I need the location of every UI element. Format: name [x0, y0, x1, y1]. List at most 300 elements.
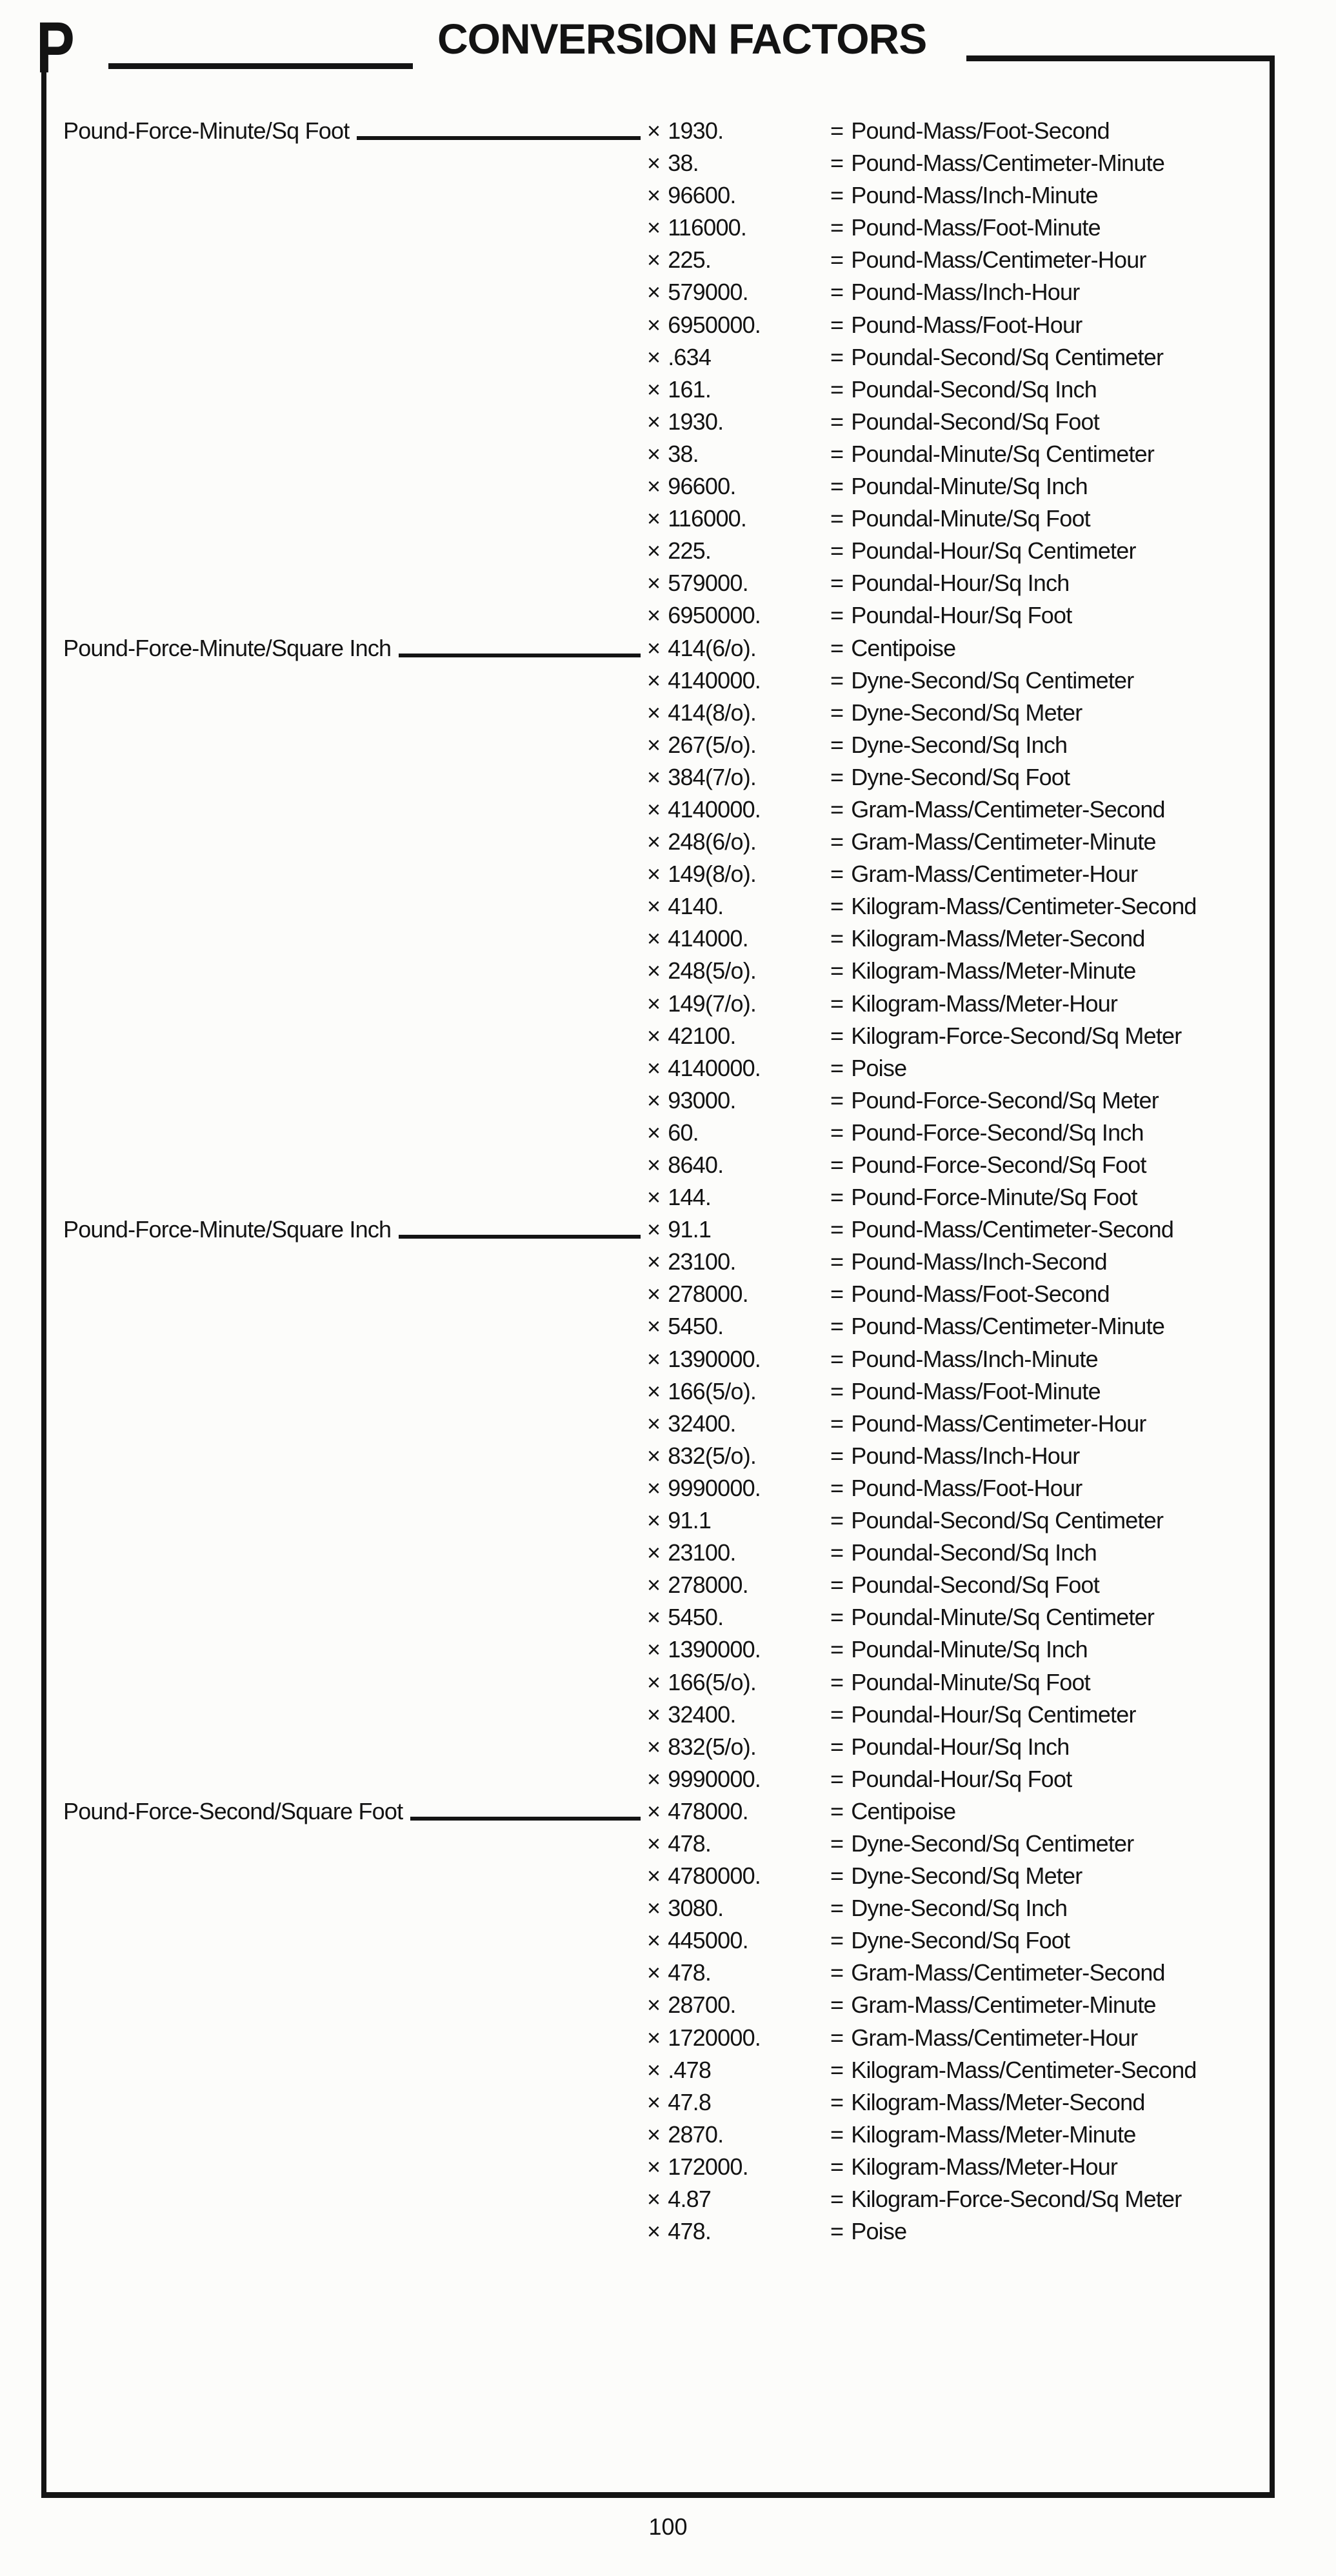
- multiply-symbol: ×: [647, 634, 661, 661]
- unit-cell: [830, 341, 1270, 374]
- conversion-row: [46, 599, 1270, 632]
- target-unit: Pound-Mass/Inch-Minute: [851, 1345, 1098, 1372]
- factor-cell: [647, 599, 830, 632]
- factor-value: 23100.: [668, 1539, 736, 1566]
- equals-symbol: =: [830, 2056, 844, 2083]
- multiply-symbol: ×: [647, 537, 661, 564]
- equals-symbol: =: [830, 1733, 844, 1760]
- target-unit: Kilogram-Force-Second/Sq Meter: [851, 1022, 1182, 1049]
- target-unit: Poundal-Minute/Sq Centimeter: [851, 1604, 1155, 1631]
- factor-cell: [647, 2183, 830, 2215]
- factor-cell: [647, 1892, 830, 1924]
- label-cell: [63, 923, 647, 955]
- label-cell: [63, 1278, 647, 1310]
- source-unit-label: Pound-Force-Minute/Square Inch: [63, 1216, 392, 1243]
- equals-symbol: =: [830, 990, 844, 1017]
- conversion-row: [46, 890, 1270, 923]
- factor-cell: [647, 179, 830, 212]
- unit-cell: [830, 374, 1270, 406]
- factor-value: 23100.: [668, 1248, 736, 1275]
- equals-symbol: =: [830, 1959, 844, 1986]
- multiply-symbol: ×: [647, 570, 661, 597]
- label-cell: [63, 599, 647, 632]
- target-unit: Kilogram-Mass/Centimeter-Second: [851, 893, 1197, 920]
- factor-cell: [647, 1213, 830, 1246]
- multiply-symbol: ×: [647, 1410, 661, 1437]
- target-unit: Pound-Mass/Foot-Second: [851, 1281, 1110, 1308]
- label-cell: [63, 1763, 647, 1795]
- factor-cell: [647, 1310, 830, 1343]
- equals-symbol: =: [830, 1377, 844, 1404]
- label-cell: [63, 1213, 647, 1246]
- equals-symbol: =: [830, 1539, 844, 1566]
- unit-cell: [830, 147, 1270, 179]
- equals-symbol: =: [830, 1345, 844, 1372]
- conversion-row: [46, 406, 1270, 438]
- label-cell: [63, 826, 647, 858]
- source-unit-label: Pound-Force-Minute/Sq Foot: [63, 117, 350, 144]
- factor-value: 38.: [668, 150, 699, 177]
- unit-cell: [830, 1601, 1270, 1633]
- conversion-row: [46, 147, 1270, 179]
- factor-cell: [647, 1343, 830, 1375]
- unit-cell: [830, 1504, 1270, 1537]
- multiply-symbol: ×: [647, 182, 661, 209]
- factor-cell: [647, 1052, 830, 1084]
- conversion-row: [46, 1569, 1270, 1601]
- factor-cell: [647, 2086, 830, 2119]
- label-cell: [63, 1504, 647, 1537]
- conversion-table: [46, 115, 1270, 2248]
- factor-value: 9990000.: [668, 1474, 761, 1501]
- factor-value: 47.8: [668, 2088, 712, 2115]
- factor-value: 414000.: [668, 925, 748, 952]
- factor-cell: [647, 1828, 830, 1860]
- conversion-row: [46, 438, 1270, 470]
- target-unit: Pound-Mass/Inch-Hour: [851, 279, 1080, 306]
- unit-cell: [830, 2022, 1270, 2054]
- factor-value: 60.: [668, 1119, 699, 1146]
- label-cell: [63, 1117, 647, 1149]
- unit-cell: [830, 599, 1270, 632]
- multiply-symbol: ×: [647, 214, 661, 241]
- label-cell: [63, 212, 647, 244]
- target-unit: Gram-Mass/Centimeter-Minute: [851, 828, 1156, 855]
- conversion-row: [46, 1731, 1270, 1763]
- factor-value: 6950000.: [668, 602, 761, 629]
- unit-cell: [830, 2054, 1270, 2086]
- multiply-symbol: ×: [647, 1668, 661, 1695]
- factor-value: 579000.: [668, 570, 748, 597]
- factor-value: 3080.: [668, 1895, 724, 1922]
- conversion-row: [46, 2215, 1270, 2248]
- unit-cell: [830, 1731, 1270, 1763]
- unit-cell: [830, 1213, 1270, 1246]
- factor-cell: [647, 697, 830, 729]
- conversion-row: [46, 1343, 1270, 1375]
- multiply-symbol: ×: [647, 731, 661, 758]
- unit-cell: [830, 1278, 1270, 1310]
- multiply-symbol: ×: [647, 666, 661, 694]
- factor-value: 8640.: [668, 1152, 724, 1178]
- equals-symbol: =: [830, 1572, 844, 1599]
- conversion-row: [46, 826, 1270, 858]
- factor-cell: [647, 1569, 830, 1601]
- unit-cell: [830, 535, 1270, 567]
- multiply-symbol: ×: [647, 2024, 661, 2051]
- conversion-row: [46, 503, 1270, 535]
- multiply-symbol: ×: [647, 1184, 661, 1211]
- conversion-row: [46, 470, 1270, 503]
- equals-symbol: =: [830, 2153, 844, 2180]
- equals-symbol: =: [830, 1248, 844, 1275]
- conversion-row: [46, 1213, 1270, 1246]
- factor-cell: [647, 1181, 830, 1213]
- equals-symbol: =: [830, 1086, 844, 1113]
- multiply-symbol: ×: [647, 150, 661, 177]
- multiply-symbol: ×: [647, 1054, 661, 1081]
- content-border-box: [41, 59, 1275, 2498]
- label-cell: [63, 1860, 647, 1892]
- label-cell: [63, 406, 647, 438]
- label-cell: [63, 1957, 647, 1989]
- unit-cell: [830, 1924, 1270, 1957]
- equals-symbol: =: [830, 1152, 844, 1178]
- target-unit: Pound-Mass/Foot-Second: [851, 117, 1110, 144]
- multiply-symbol: ×: [647, 1765, 661, 1792]
- multiply-symbol: ×: [647, 602, 661, 629]
- unit-cell: [830, 1957, 1270, 1989]
- factor-value: 4140.: [668, 893, 724, 920]
- label-cell: [63, 438, 647, 470]
- multiply-symbol: ×: [647, 375, 661, 403]
- factor-cell: [647, 2119, 830, 2151]
- multiply-symbol: ×: [647, 1022, 661, 1049]
- factor-cell: [647, 2151, 830, 2183]
- equals-symbol: =: [830, 1507, 844, 1534]
- factor-cell: [647, 374, 830, 406]
- conversion-row: [46, 632, 1270, 664]
- factor-cell: [647, 1149, 830, 1181]
- equals-symbol: =: [830, 763, 844, 790]
- multiply-symbol: ×: [647, 2186, 661, 2212]
- conversion-row: [46, 1699, 1270, 1731]
- target-unit: Centipoise: [851, 1797, 956, 1824]
- factor-cell: [647, 1731, 830, 1763]
- unit-cell: [830, 2215, 1270, 2248]
- unit-cell: [830, 179, 1270, 212]
- conversion-row: [46, 1181, 1270, 1213]
- unit-cell: [830, 1569, 1270, 1601]
- unit-cell: [830, 794, 1270, 826]
- label-cell: [63, 1666, 647, 1699]
- factor-cell: [647, 212, 830, 244]
- equals-symbol: =: [830, 1830, 844, 1857]
- equals-symbol: =: [830, 699, 844, 726]
- conversion-row: [46, 1795, 1270, 1828]
- source-unit-label: Pound-Force-Minute/Square Inch: [63, 634, 392, 661]
- factor-cell: [647, 794, 830, 826]
- factor-cell: [647, 2054, 830, 2086]
- label-cell: [63, 374, 647, 406]
- multiply-symbol: ×: [647, 2056, 661, 2083]
- target-unit: Gram-Mass/Centimeter-Hour: [851, 861, 1138, 888]
- equals-symbol: =: [830, 1442, 844, 1469]
- multiply-symbol: ×: [647, 279, 661, 306]
- multiply-symbol: ×: [647, 505, 661, 532]
- multiply-symbol: ×: [647, 1539, 661, 1566]
- unit-cell: [830, 858, 1270, 890]
- unit-cell: [830, 2119, 1270, 2151]
- unit-cell: [830, 664, 1270, 697]
- equals-symbol: =: [830, 311, 844, 338]
- label-cell: [63, 1537, 647, 1569]
- conversion-row: [46, 1472, 1270, 1504]
- equals-symbol: =: [830, 246, 844, 274]
- equals-symbol: =: [830, 795, 844, 823]
- factor-value: 1390000.: [668, 1636, 761, 1663]
- target-unit: Poundal-Hour/Sq Centimeter: [851, 537, 1136, 564]
- unit-cell: [830, 890, 1270, 923]
- unit-cell: [830, 1117, 1270, 1149]
- target-unit: Poundal-Hour/Sq Inch: [851, 570, 1070, 597]
- multiply-symbol: ×: [647, 408, 661, 435]
- conversion-row: [46, 2183, 1270, 2215]
- factor-value: 96600.: [668, 182, 736, 209]
- conversion-row: [46, 2022, 1270, 2054]
- factor-value: 32400.: [668, 1701, 736, 1728]
- label-cell: [63, 341, 647, 374]
- multiply-symbol: ×: [647, 1701, 661, 1728]
- target-unit: Poundal-Minute/Sq Inch: [851, 1636, 1088, 1663]
- target-unit: Poundal-Minute/Sq Centimeter: [851, 440, 1155, 467]
- label-cell: [63, 1375, 647, 1408]
- equals-symbol: =: [830, 925, 844, 952]
- multiply-symbol: ×: [647, 1572, 661, 1599]
- target-unit: Pound-Mass/Foot-Minute: [851, 1377, 1101, 1404]
- equals-symbol: =: [830, 1022, 844, 1049]
- unit-cell: [830, 1149, 1270, 1181]
- equals-symbol: =: [830, 1862, 844, 1890]
- factor-value: 5450.: [668, 1604, 724, 1631]
- unit-cell: [830, 1052, 1270, 1084]
- label-cell: [63, 1892, 647, 1924]
- label-cell: [63, 632, 647, 664]
- multiply-symbol: ×: [647, 473, 661, 500]
- factor-cell: [647, 535, 830, 567]
- target-unit: Dyne-Second/Sq Centimeter: [851, 1830, 1134, 1857]
- factor-value: 225.: [668, 246, 712, 274]
- label-cell: [63, 1052, 647, 1084]
- label-cell: [63, 761, 647, 794]
- unit-cell: [830, 1537, 1270, 1569]
- unit-cell: [830, 1828, 1270, 1860]
- label-cell: [63, 1181, 647, 1213]
- target-unit: Dyne-Second/Sq Foot: [851, 1927, 1070, 1954]
- factor-value: 4780000.: [668, 1862, 761, 1890]
- factor-cell: [647, 761, 830, 794]
- factor-value: 166(5/o).: [668, 1377, 757, 1404]
- factor-cell: [647, 1472, 830, 1504]
- label-cell: [63, 147, 647, 179]
- multiply-symbol: ×: [647, 1604, 661, 1631]
- target-unit: Poundal-Minute/Sq Inch: [851, 473, 1088, 500]
- equals-symbol: =: [830, 1054, 844, 1081]
- multiply-symbol: ×: [647, 1216, 661, 1243]
- label-cell: [63, 535, 647, 567]
- equals-symbol: =: [830, 2121, 844, 2148]
- unit-cell: [830, 1989, 1270, 2021]
- target-unit: Kilogram-Force-Second/Sq Meter: [851, 2186, 1182, 2212]
- factor-value: 4140000.: [668, 666, 761, 694]
- multiply-symbol: ×: [647, 117, 661, 144]
- page-number: 100: [648, 2513, 688, 2540]
- factor-value: 2870.: [668, 2121, 724, 2148]
- multiply-symbol: ×: [647, 1281, 661, 1308]
- unit-cell: [830, 470, 1270, 503]
- conversion-row: [46, 2119, 1270, 2151]
- factor-value: .634: [668, 343, 712, 370]
- leader-line: [410, 1795, 641, 1821]
- conversion-row: [46, 1924, 1270, 1957]
- target-unit: Poundal-Second/Sq Centimeter: [851, 1507, 1164, 1534]
- factor-value: 248(6/o).: [668, 828, 757, 855]
- equals-symbol: =: [830, 2088, 844, 2115]
- factor-value: 172000.: [668, 2153, 748, 2180]
- label-cell: [63, 988, 647, 1020]
- equals-symbol: =: [830, 1474, 844, 1501]
- multiply-symbol: ×: [647, 1636, 661, 1663]
- unit-cell: [830, 438, 1270, 470]
- conversion-row: [46, 2054, 1270, 2086]
- unit-cell: [830, 1440, 1270, 1472]
- target-unit: Kilogram-Mass/Meter-Hour: [851, 2153, 1118, 2180]
- unit-cell: [830, 1375, 1270, 1408]
- label-cell: [63, 1731, 647, 1763]
- factor-value: 149(8/o).: [668, 861, 757, 888]
- multiply-symbol: ×: [647, 246, 661, 274]
- conversion-row: [46, 309, 1270, 341]
- leader-line: [399, 1213, 641, 1239]
- label-cell: [63, 1633, 647, 1666]
- conversion-row: [46, 729, 1270, 761]
- unit-cell: [830, 276, 1270, 308]
- conversion-row: [46, 761, 1270, 794]
- target-unit: Kilogram-Mass/Meter-Second: [851, 925, 1145, 952]
- label-cell: [63, 2054, 647, 2086]
- target-unit: Poundal-Minute/Sq Foot: [851, 1668, 1090, 1695]
- factor-cell: [647, 858, 830, 890]
- factor-value: 414(8/o).: [668, 699, 757, 726]
- multiply-symbol: ×: [647, 763, 661, 790]
- factor-cell: [647, 244, 830, 276]
- target-unit: Poundal-Second/Sq Inch: [851, 375, 1097, 403]
- unit-cell: [830, 212, 1270, 244]
- multiply-symbol: ×: [647, 1086, 661, 1113]
- label-cell: [63, 1828, 647, 1860]
- multiply-symbol: ×: [647, 1830, 661, 1857]
- factor-cell: [647, 115, 830, 147]
- label-cell: [63, 858, 647, 890]
- factor-value: 478.: [668, 1959, 712, 1986]
- unit-cell: [830, 1633, 1270, 1666]
- target-unit: Pound-Force-Second/Sq Meter: [851, 1086, 1159, 1113]
- target-unit: Poise: [851, 2218, 907, 2245]
- conversion-row: [46, 1537, 1270, 1569]
- label-cell: [63, 1020, 647, 1052]
- label-cell: [63, 2119, 647, 2151]
- equals-symbol: =: [830, 1119, 844, 1146]
- label-cell: [63, 567, 647, 599]
- label-cell: [63, 244, 647, 276]
- conversion-row: [46, 212, 1270, 244]
- factor-cell: [647, 309, 830, 341]
- label-cell: [63, 2215, 647, 2248]
- multiply-symbol: ×: [647, 1733, 661, 1760]
- multiply-symbol: ×: [647, 2218, 661, 2245]
- conversion-row: [46, 374, 1270, 406]
- label-cell: [63, 697, 647, 729]
- target-unit: Kilogram-Mass/Meter-Minute: [851, 2121, 1136, 2148]
- conversion-row: [46, 535, 1270, 567]
- target-unit: Poundal-Minute/Sq Foot: [851, 505, 1090, 532]
- unit-cell: [830, 1666, 1270, 1699]
- conversion-row: [46, 1666, 1270, 1699]
- factor-cell: [647, 438, 830, 470]
- factor-cell: [647, 406, 830, 438]
- equals-symbol: =: [830, 1313, 844, 1340]
- conversion-row: [46, 276, 1270, 308]
- unit-cell: [830, 503, 1270, 535]
- multiply-symbol: ×: [647, 795, 661, 823]
- factor-cell: [647, 1763, 830, 1795]
- multiply-symbol: ×: [647, 2121, 661, 2148]
- factor-cell: [647, 1440, 830, 1472]
- factor-value: 478000.: [668, 1797, 748, 1824]
- target-unit: Dyne-Second/Sq Centimeter: [851, 666, 1134, 694]
- factor-cell: [647, 664, 830, 697]
- multiply-symbol: ×: [647, 1895, 661, 1922]
- factor-value: 1390000.: [668, 1345, 761, 1372]
- conversion-row: [46, 1084, 1270, 1117]
- conversion-row: [46, 1860, 1270, 1892]
- equals-symbol: =: [830, 957, 844, 984]
- label-cell: [63, 1699, 647, 1731]
- label-cell: [63, 1601, 647, 1633]
- target-unit: Pound-Mass/Inch-Second: [851, 1248, 1107, 1275]
- conversion-row: [46, 341, 1270, 374]
- factor-value: 91.1: [668, 1216, 712, 1243]
- equals-symbol: =: [830, 2024, 844, 2051]
- label-cell: [63, 1795, 647, 1828]
- equals-symbol: =: [830, 214, 844, 241]
- unit-cell: [830, 2183, 1270, 2215]
- unit-cell: [830, 1408, 1270, 1440]
- factor-value: 384(7/o).: [668, 763, 757, 790]
- conversion-row: [46, 1763, 1270, 1795]
- conversion-row: [46, 1828, 1270, 1860]
- multiply-symbol: ×: [647, 861, 661, 888]
- label-cell: [63, 1989, 647, 2021]
- factor-value: 4140000.: [668, 1054, 761, 1081]
- unit-cell: [830, 1246, 1270, 1278]
- target-unit: Gram-Mass/Centimeter-Minute: [851, 1992, 1156, 2019]
- label-cell: [63, 1246, 647, 1278]
- conversion-row: [46, 1052, 1270, 1084]
- factor-cell: [647, 1537, 830, 1569]
- target-unit: Poundal-Hour/Sq Foot: [851, 1765, 1072, 1792]
- equals-symbol: =: [830, 1992, 844, 2019]
